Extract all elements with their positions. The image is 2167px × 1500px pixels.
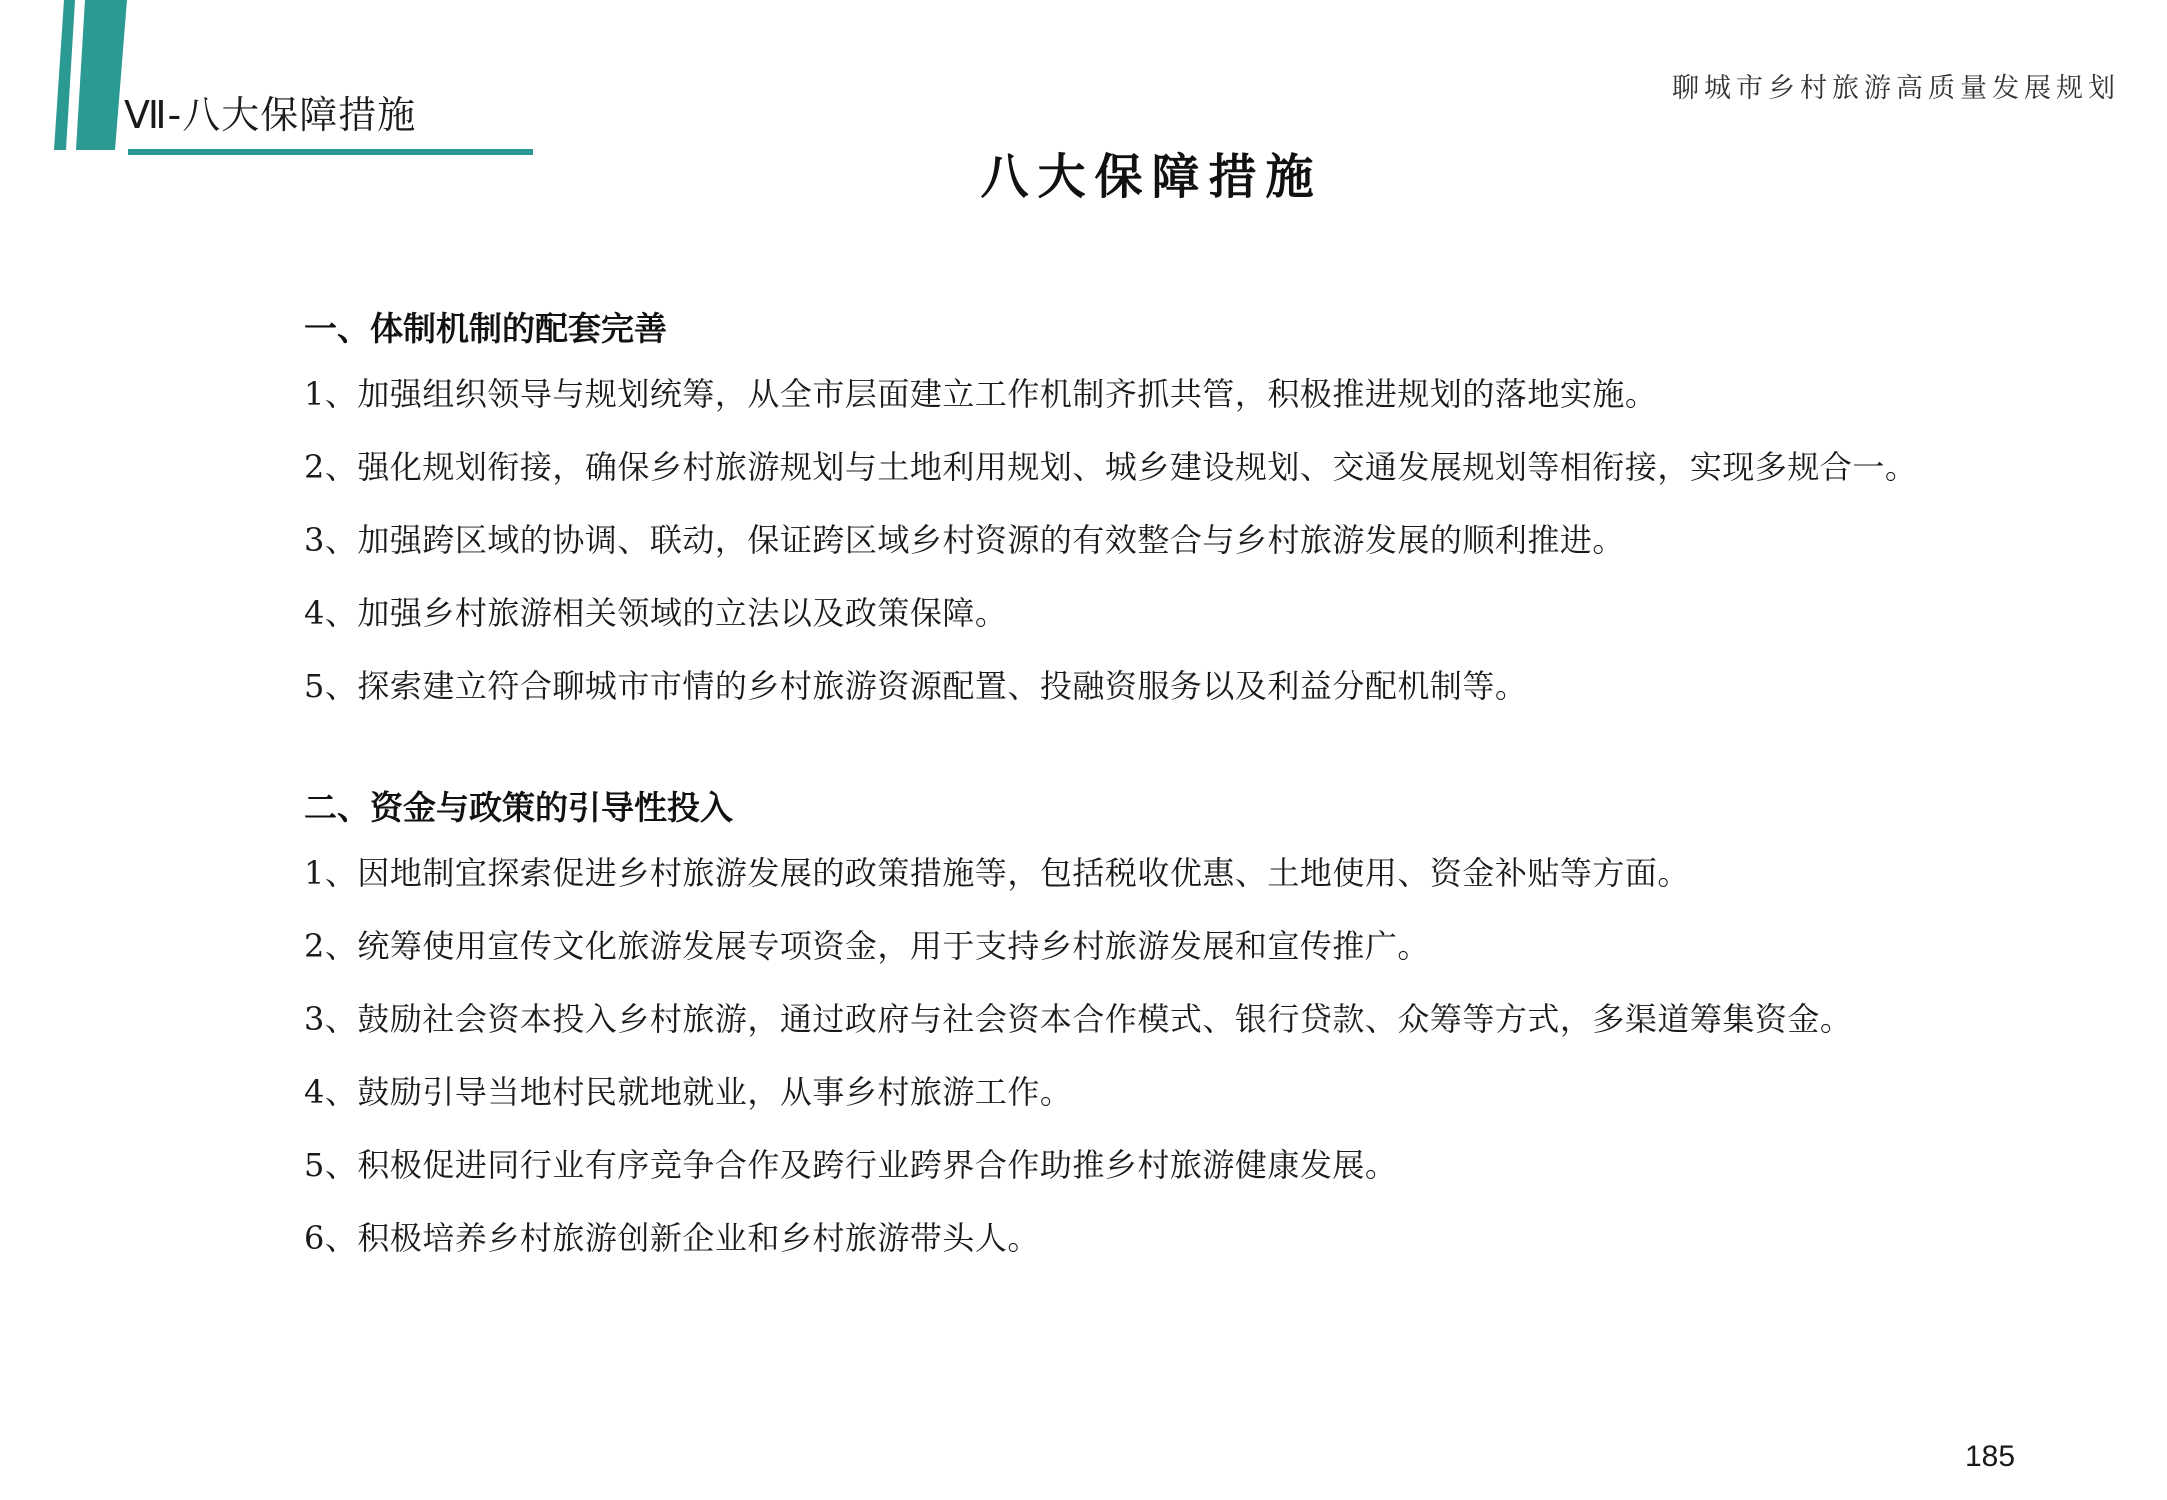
thick-stripe — [76, 0, 127, 150]
list-item: 2、统筹使用宣传文化旅游发展专项资金，用于支持乡村旅游发展和宣传推广。 — [304, 927, 1430, 965]
page-title: 八大保障措施 — [980, 149, 1323, 205]
list-item: 5、积极促进同行业有序竞争合作及跨行业跨界合作助推乡村旅游健康发展。 — [304, 1146, 1398, 1184]
list-item: 4、加强乡村旅游相关领域的立法以及政策保障。 — [304, 594, 1008, 632]
list-item: 4、鼓励引导当地村民就地就业，从事乡村旅游工作。 — [304, 1073, 1073, 1111]
section-label: Ⅶ-八大保障措施 — [124, 93, 417, 137]
list-item: 6、积极培养乡村旅游创新企业和乡村旅游带头人。 — [304, 1219, 1040, 1257]
section-funding-policy — [304, 787, 2024, 1259]
document-title: 聊城市乡村旅游高质量发展规划 — [1672, 73, 2120, 104]
list-item: 3、加强跨区域的协调、联动，保证跨区域乡村资源的有效整合与乡村旅游发展的顺利推进。 — [304, 521, 1625, 559]
list-item: 1、因地制宜探索促进乡村旅游发展的政策措施等，包括税收优惠、土地使用、资金补贴等方面。 — [304, 854, 1690, 892]
thin-stripe — [54, 0, 75, 150]
list-item: 2、强化规划衔接，确保乡村旅游规划与土地利用规划、城乡建设规划、交通发展规划等相衔接，实现多规合一。 — [304, 448, 1918, 486]
list-item: 1、加强组织领导与规划统筹，从全市层面建立工作机制齐抓共管，积极推进规划的落地实施。 — [304, 375, 1658, 413]
page-number: 185 — [1965, 1440, 2016, 1473]
section-institutional — [304, 308, 2024, 707]
section-heading: 一、体制机制的配套完善 — [304, 309, 667, 348]
content-body — [304, 308, 2024, 1290]
list-item: 3、鼓励社会资本投入乡村旅游，通过政府与社会资本合作模式、银行贷款、众筹等方式，多渠道筹集资金。 — [304, 1000, 1853, 1038]
list-item: 5、探索建立符合聊城市市情的乡村旅游资源配置、投融资服务以及利益分配机制等。 — [304, 667, 1528, 705]
section-heading: 二、资金与政策的引导性投入 — [304, 788, 733, 827]
